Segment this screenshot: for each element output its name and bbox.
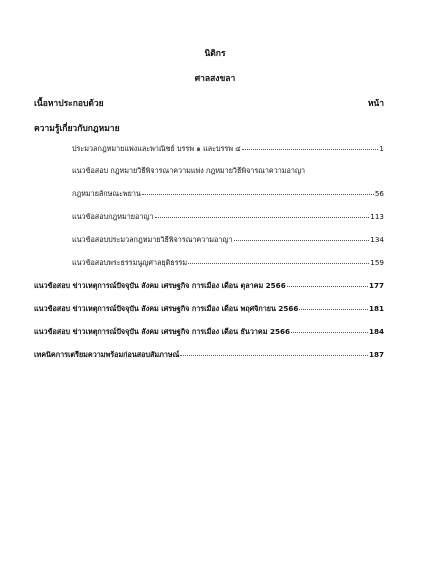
toc-entry-text: เทคนิคการเตรียมความพร้อมก่อนสอบสัมภาษณ์ xyxy=(34,350,180,359)
toc-entry xyxy=(72,235,384,246)
toc-entry-page: 187 xyxy=(368,350,384,359)
section-title: ความรู้เกี่ยวกับกฎหมาย xyxy=(34,124,120,134)
toc-entry-text: แนวข้อสอบกฎหมายอาญา xyxy=(72,212,154,221)
toc-entry-bold xyxy=(34,350,384,361)
toc-entry xyxy=(72,258,384,269)
toc-heading: เนื้อหาประกอบด้วย xyxy=(34,99,104,109)
toc-entry xyxy=(72,166,384,177)
toc-entry-bold xyxy=(34,281,384,292)
dot-leader xyxy=(234,240,370,241)
toc-entry xyxy=(72,189,384,200)
toc-entry-page: 113 xyxy=(370,212,384,221)
dot-leader xyxy=(188,263,369,264)
toc-entry-page: 181 xyxy=(368,304,384,313)
toc-entry-text: แนวข้อสอบ ข่าวเหตุการณ์ปัจจุบัน สังคม เศรษฐกิจ การเมือง เดือน พฤศจิกายน 2566 xyxy=(34,304,299,313)
toc-entry-text: กฎหมายลักษณะพยาน xyxy=(72,189,141,198)
toc-entry-page: 177 xyxy=(368,281,384,290)
toc-entry-page: 56 xyxy=(374,189,384,198)
toc-entry-text: แนวข้อสอบ ข่าวเหตุการณ์ปัจจุบัน สังคม เศรษฐกิจ การเมือง เดือน ธันวาคม 2566 xyxy=(34,327,290,336)
toc-entry xyxy=(72,212,384,223)
dot-leader xyxy=(155,217,370,218)
dot-leader xyxy=(242,149,379,150)
toc-entry-text: แนวข้อสอบพระธรรมนูญศาลยุติธรรม xyxy=(72,258,188,267)
toc-entry-text: แนวข้อสอบประมวลกฎหมายวิธีพิจารณาความอาญา xyxy=(72,235,233,244)
toc-entry-text: แนวข้อสอบ กฎหมายวิธีพิจารณาความแพ่ง กฎหมายวิธีพิจารณาความอาญา xyxy=(72,166,306,175)
toc-entry xyxy=(72,144,384,155)
page-subtitle: ศาลสงขลา xyxy=(194,74,236,84)
toc-entry-page: 1 xyxy=(379,144,384,153)
dot-leader xyxy=(287,286,368,287)
page-column-heading: หน้า xyxy=(367,99,384,109)
dot-leader xyxy=(299,309,368,310)
page-title: นิติกร xyxy=(204,49,226,59)
toc-entry-text: แนวข้อสอบ ข่าวเหตุการณ์ปัจจุบัน สังคม เศรษฐกิจ การเมือง เดือน ตุลาคม 2566 xyxy=(34,281,286,290)
toc-entry-text: ประมวลกฎหมายแพ่งและพาณิชย์ บรรพ ๑ และบรรพ ๔ xyxy=(72,144,241,153)
dot-leader xyxy=(142,194,374,195)
toc-entry-page: 134 xyxy=(370,235,384,244)
toc-entry-page: 159 xyxy=(370,258,384,267)
toc-entry-page: 184 xyxy=(368,327,384,336)
dot-leader xyxy=(180,355,368,356)
dot-leader xyxy=(291,332,368,333)
toc-entry-bold xyxy=(34,327,384,338)
toc-entry-bold xyxy=(34,304,384,315)
